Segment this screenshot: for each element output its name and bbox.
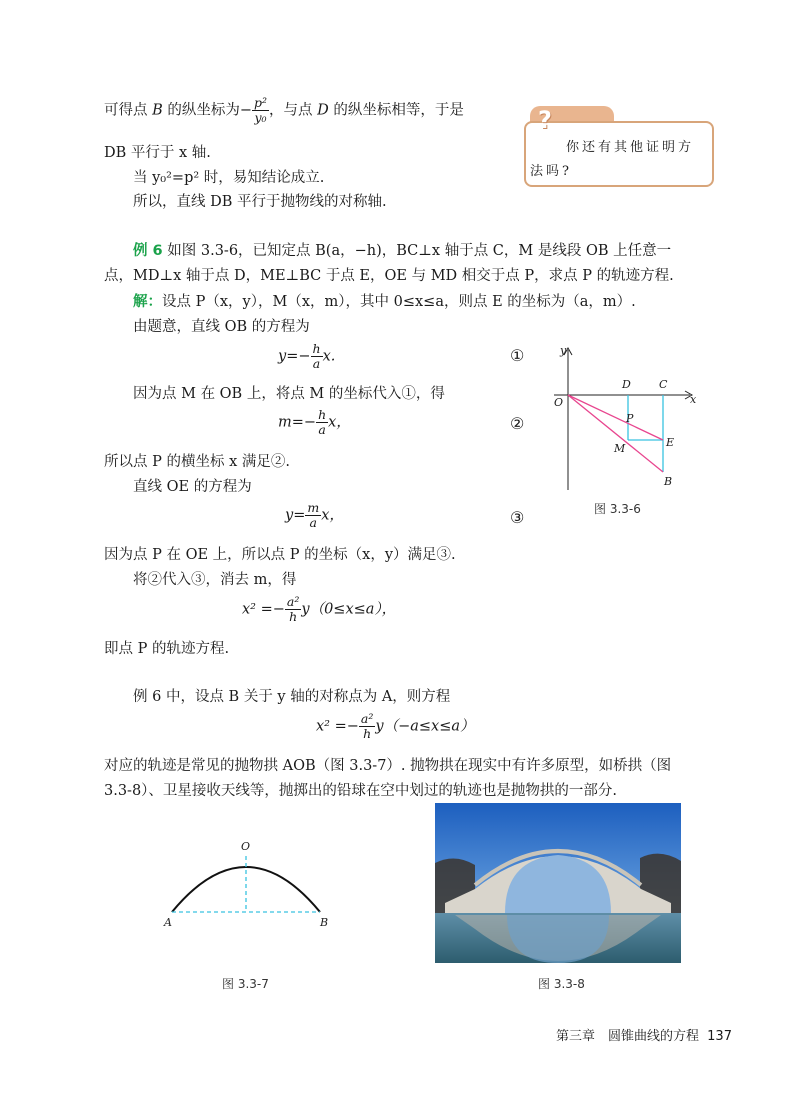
text: ，与点 [269, 102, 313, 119]
label-M: M [614, 442, 626, 455]
denominator: h [363, 726, 372, 741]
solution-line-7: 将②代入③，消去 m，得 [133, 572, 297, 588]
eq-text: y（−a≤x≤a） [375, 718, 475, 735]
equation-tag-1: ① [510, 346, 525, 365]
solution-line-4: 所以点 P 的横坐标 x 满足②. [104, 454, 290, 470]
line-2: DB 平行于 x 轴. [104, 145, 211, 161]
text: B [152, 102, 163, 119]
text: 的纵坐标相等，于是 [333, 102, 464, 119]
eq-text: x， [328, 414, 351, 431]
equation-4 [242, 595, 396, 624]
label-P: P [626, 412, 634, 425]
question-mark-icon: ? [538, 106, 552, 134]
label-x: x [690, 393, 697, 406]
text: − [239, 102, 253, 119]
label-D: D [622, 378, 631, 391]
fraction [252, 96, 269, 125]
numerator: a² [360, 711, 374, 726]
label-B: B [664, 475, 673, 488]
callout-text [530, 136, 695, 184]
label-C: C [659, 378, 668, 391]
solution-line-5: 直线 OE 的方程为 [133, 479, 252, 495]
denominator: a [312, 356, 321, 371]
label-y: y [560, 344, 567, 357]
fraction [359, 712, 375, 741]
equation-1 [278, 342, 335, 371]
eq-text: x， [321, 507, 344, 524]
line-4: 所以，直线 DB 平行于抛物线的对称轴. [133, 194, 387, 210]
example-label: 例 6 [133, 243, 163, 259]
caption-3-3-6: 图 3.3-6 [594, 502, 641, 516]
numerator: p² [254, 95, 268, 110]
bridge-photo [435, 803, 681, 963]
label-B: B [320, 916, 329, 928]
denominator: h [289, 609, 298, 624]
equation-5 [316, 712, 474, 741]
denominator: a [309, 515, 317, 530]
fraction [305, 501, 321, 530]
label-A: A [164, 916, 172, 928]
figure-3-3-6 [540, 340, 710, 500]
eq-text: x² =− [316, 718, 359, 735]
chapter-title: 第三章 圆锥曲线的方程 [556, 1029, 700, 1044]
solution-line-6: 因为点 P 在 OE 上，所以点 P 的坐标（x，y）满足③. [104, 547, 456, 563]
equation-3 [285, 501, 344, 530]
equation-tag-2: ② [510, 414, 525, 433]
example-6-line-2: 点，MD⊥x 轴于点 D，ME⊥BC 于点 E，OE 与 MD 相交于点 P，求点 P 的轨迹方程. [104, 268, 674, 284]
paragraph-2-line-3: 3.3-8）、卫星接收天线等，抛掷出的铅球在空中划过的轨迹也是抛物拱的一部分. [104, 783, 618, 799]
paragraph-2-line-2: 对应的轨迹是常见的抛物拱 AOB（图 3.3-7）. 抛物拱在现实中有许多原型，如桥拱（图 [104, 758, 672, 774]
solution-label: 解： [133, 294, 162, 310]
numerator: h [312, 341, 321, 356]
paragraph-2-line-1: 例 6 中，设点 B 关于 y 轴的对称点为 A，则方程 [133, 689, 451, 705]
equation-2 [278, 408, 351, 437]
eq-text: y（0≤x≤a）， [301, 601, 397, 618]
page-footer [556, 1025, 732, 1044]
callout-line-2: 法吗? [530, 164, 572, 179]
fraction [311, 342, 323, 371]
solution-line-3: 因为点 M 在 OB 上，将点 M 的坐标代入①，得 [133, 386, 445, 402]
fraction [285, 595, 301, 624]
numerator: a² [286, 594, 300, 609]
solution-line-8: 即点 P 的轨迹方程. [104, 641, 230, 657]
line-3: 当 y₀²=p² 时，易知结论成立. [133, 170, 325, 186]
denominator: a [318, 422, 326, 437]
figure-3-3-7 [160, 838, 340, 928]
solution-line-2: 由题意，直线 OB 的方程为 [133, 319, 310, 335]
eq-text: x. [322, 348, 336, 365]
solution-line-1 [133, 290, 636, 311]
equation-tag-3: ③ [510, 508, 525, 527]
numerator: m [307, 500, 320, 515]
label-O: O [554, 396, 564, 409]
example-6-line-1 [133, 239, 671, 260]
eq-text: y= [285, 507, 306, 524]
page-number: 137 [707, 1029, 732, 1044]
text: 如图 3.3-6，已知定点 B(a，−h)，BC⊥x 轴于点 C，M 是线段 OB 上任意一 [167, 243, 672, 259]
denominator: y₀ [254, 110, 267, 125]
eq-text: m=− [278, 414, 317, 431]
text: 的纵坐标为 [167, 102, 240, 119]
callout-line-1: 你还有其他证明方 [566, 140, 695, 155]
numerator: h [318, 407, 327, 422]
eq-text: y=− [278, 348, 311, 365]
fraction [316, 408, 328, 437]
text: 可得点 [104, 102, 148, 119]
text: D [317, 102, 329, 119]
caption-3-3-8: 图 3.3-8 [538, 977, 585, 991]
eq-text: x² =− [242, 601, 285, 618]
label-E: E [666, 436, 675, 449]
text: 设点 P（x，y），M（x，m），其中 0≤x≤a，则点 E 的坐标为（a，m）. [162, 294, 636, 310]
line-1 [104, 96, 464, 125]
caption-3-3-7: 图 3.3-7 [222, 977, 269, 991]
label-O: O [241, 840, 251, 853]
